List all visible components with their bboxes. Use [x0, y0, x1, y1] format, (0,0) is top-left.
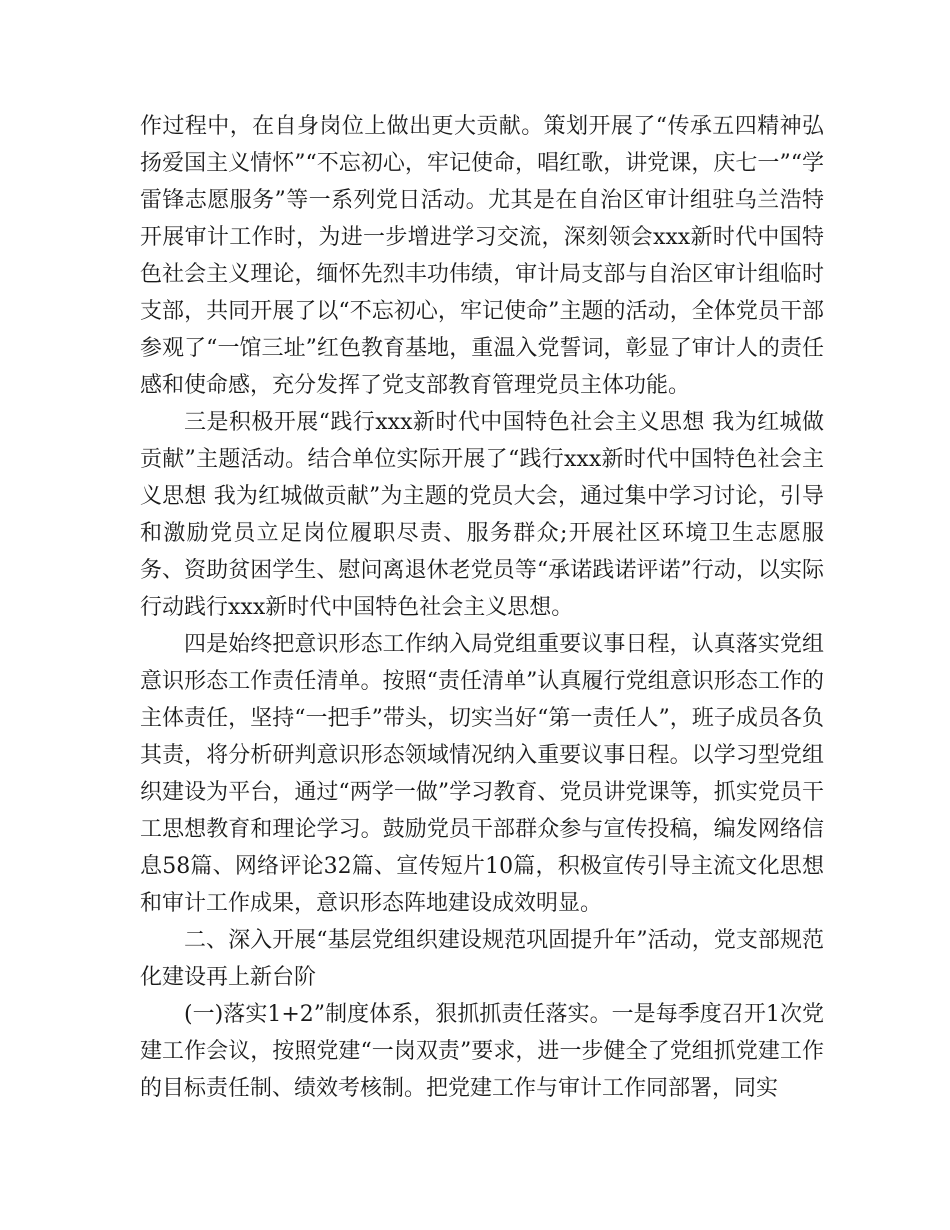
- section-heading-2: 二、深入开展“基层党组织建设规范巩固提升年”活动，党支部规范化建设再上新台阶: [140, 928, 824, 990]
- paragraph-1: 作过程中，在自身岗位上做出更大贡献。策划开展了“传承五四精神弘扬爱国主义情怀”“不忘初心，牢记使命，唱红歌，讲党课，庆七一”“学雷锋志愿服务”等一系列党日活动。尤其是在自治区审计组驻乌兰浩特开展审计工作时，为进一步增进学习交流，深刻领会xxx新时代中国特色社会主义理论，缅怀先烈丰功伟绩，审计局支部与自治区审计组临时支部，共同开展了以“不忘初心，牢记使命”主题的活动，全体党员干部参观了“一馆三址”红色教育基地，重温入党誓词，彰显了审计人的责任感和使命感，充分发挥了党支部教育管理党员主体功能。: [140, 114, 824, 398]
- paragraph-3: 四是始终把意识形态工作纳入局党组重要议事日程，认真落实党组意识形态工作责任清单。按照“责任清单”认真履行党组意识形态工作的主体责任，坚持“一把手”带头，切实当好“第一责任人”，班子成员各负其责，将分析研判意识形态领域情况纳入重要议事日程。以学习型党组织建设为平台，通过“两学一做”学习教育、党员讲党课等，抓实党员干工思想教育和理论学习。鼓励党员干部群众参与宣传投稿，编发网络信息58篇、网络评论32篇、宣传短片10篇，积极宣传引导主流文化思想和审计工作成果，意识形态阵地建设成效明显。: [140, 632, 824, 916]
- document-body: [140, 108, 824, 1107]
- paragraph-4: (一)落实1+2”制度体系，狠抓抓责任落实。一是每季度召开1次党建工作会议，按照党建“一岗双责”要求，进一步健全了党组抓党建工作的目标责任制、绩效考核制。把党建工作与审计工作同部署，同实: [140, 1002, 824, 1101]
- paragraph-2: 三是积极开展“践行xxx新时代中国特色社会主义思想 我为红城做贡献”主题活动。结合单位实际开展了“践行xxx新时代中国特色社会主义思想 我为红城做贡献”为主题的党员大会，通过集中学习讨论，引导和激励党员立足岗位履职尽责、服务群众;开展社区环境卫生志愿服务、资助贫困学生、慰问离退休老党员等“承诺践诺评诺”行动，以实际行动践行xxx新时代中国特色社会主义思想。: [140, 410, 824, 620]
